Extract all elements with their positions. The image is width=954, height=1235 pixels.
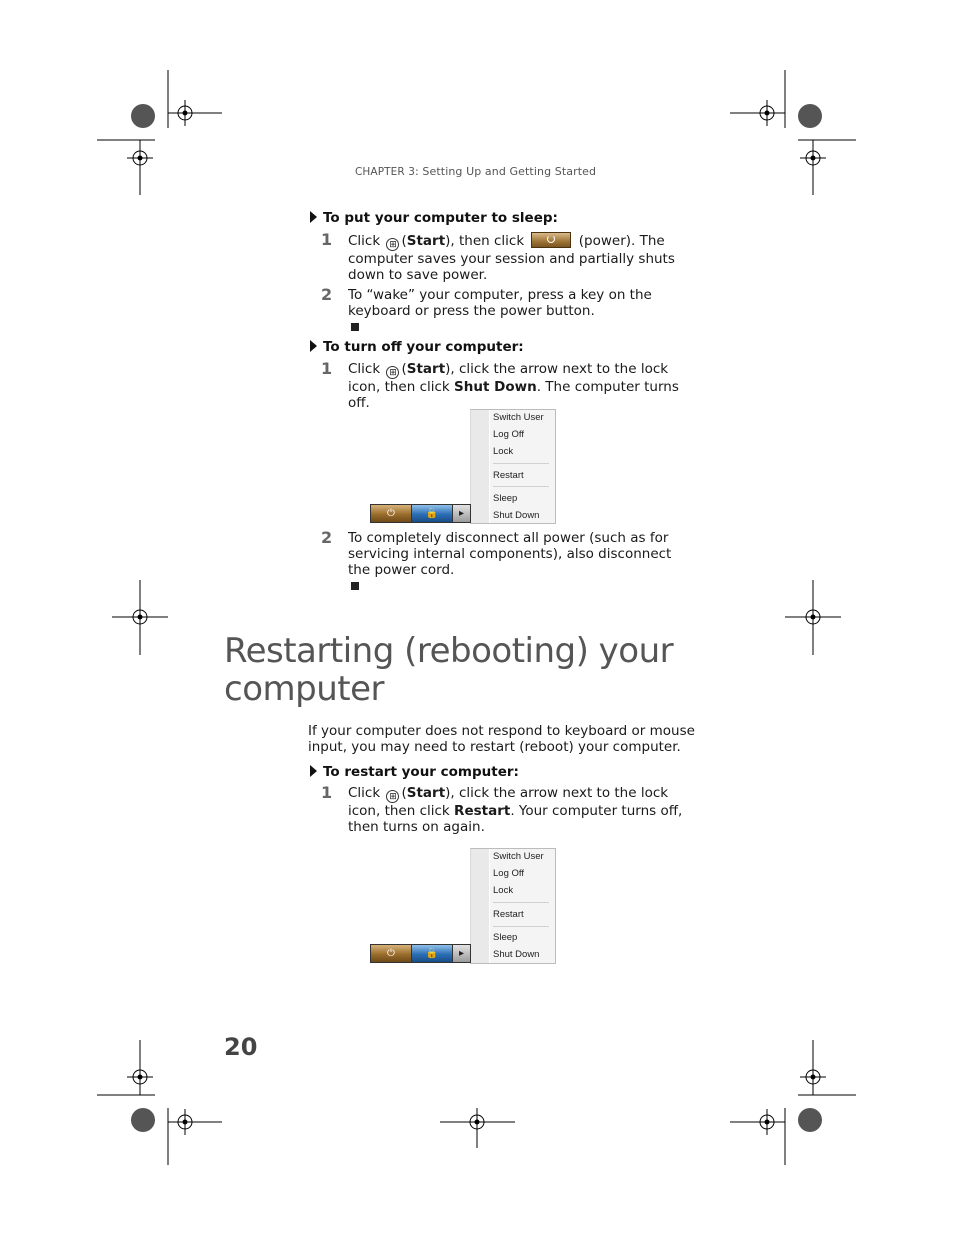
menu-item-log-off[interactable]: Log Off — [493, 868, 524, 879]
restart-procedure-heading — [310, 764, 519, 780]
menu-item-sleep[interactable]: Sleep — [493, 932, 518, 943]
end-of-procedure-icon — [351, 582, 359, 590]
step-number: 1 — [321, 783, 333, 802]
power-options-arrow[interactable] — [452, 504, 471, 523]
title-line-2: computer — [224, 669, 384, 709]
step-text: . The computer turns off. — [348, 379, 679, 411]
step-text: (power). The computer saves your session and partially shuts down to save power. — [348, 233, 675, 283]
step-number: 2 — [321, 285, 333, 304]
windows-start-icon: ⊞ — [386, 366, 399, 379]
windows-start-icon: ⊞ — [386, 790, 399, 803]
section-title — [224, 632, 673, 708]
title-line-1: Restarting (rebooting) your — [224, 631, 674, 671]
step-number: 1 — [321, 359, 333, 378]
shut-down-label: Shut Down — [454, 379, 537, 395]
lock-button[interactable] — [411, 504, 453, 523]
menu-item-restart[interactable]: Restart — [493, 909, 524, 920]
menu-item-switch-user[interactable]: Switch User — [493, 851, 544, 862]
turnoff-procedure-heading — [310, 339, 524, 355]
lock-button[interactable] — [411, 944, 453, 963]
step-number: 1 — [321, 230, 333, 249]
step-text: Click — [348, 233, 381, 249]
page-number: 20 — [224, 1033, 258, 1061]
turnoff-heading-text: To turn off your computer: — [323, 339, 524, 355]
start-label: Start — [406, 361, 446, 377]
chapter-title: : Setting Up and Getting Started — [415, 165, 597, 178]
menu-item-shut-down[interactable]: Shut Down — [493, 510, 540, 521]
windows-start-icon: ⊞ — [386, 238, 399, 251]
sleep-heading-text: To put your computer to sleep: — [323, 210, 558, 226]
step-text: ), click the arrow next to the lock icon, then click — [348, 361, 669, 395]
menu-item-restart[interactable]: Restart — [493, 470, 524, 481]
menu-item-lock[interactable]: Lock — [493, 885, 514, 896]
power-options-menu — [470, 409, 556, 524]
menu-item-switch-user[interactable]: Switch User — [493, 412, 544, 423]
step-text: . Your computer turns off, then turns on again. — [348, 803, 683, 835]
triangle-bullet-icon — [310, 340, 317, 352]
start-label: Start — [406, 233, 446, 249]
restart-heading-text: To restart your computer: — [323, 764, 519, 780]
shutdown-menu-screenshot — [370, 409, 556, 524]
turnoff-step-2: To completely disconnect all power (such as for servicing internal components), also disconnect the power cord. — [348, 530, 672, 578]
restart-intro: If your computer does not respond to keyboard or mouse input, you may need to restart (reboot) your computer. — [308, 723, 695, 755]
sleep-step-1: Click ⊞ (Start), then click (power). The computer saves your session and partially shuts down to save power. — [348, 233, 675, 283]
menu-item-lock[interactable]: Lock — [493, 446, 514, 457]
power-button[interactable] — [370, 504, 412, 523]
turnoff-step-1: Click ⊞ (Start), click the arrow next to the lock icon, then click Shut Down. The computer turns off. — [348, 361, 679, 411]
power-icon: ⏻ — [387, 508, 395, 519]
power-button[interactable] — [370, 944, 412, 963]
restart-label: Restart — [454, 803, 511, 819]
power-button-icon — [531, 232, 571, 248]
step-text: ), click the arrow next to the lock icon, then click — [348, 785, 669, 819]
restart-step-1: Click ⊞ (Start), click the arrow next to the lock icon, then click Restart. Your computer turns off, then turns on again. — [348, 785, 683, 835]
arrow-right-icon: ▸ — [458, 508, 465, 519]
power-options-arrow[interactable] — [452, 944, 471, 963]
sleep-procedure-heading — [310, 210, 558, 226]
step-text: Click — [348, 361, 381, 377]
end-of-procedure-icon — [351, 323, 359, 331]
step-text: ), then click — [445, 233, 525, 249]
sleep-step-2: To “wake” your computer, press a key on the keyboard or press the power button. — [348, 287, 652, 319]
running-header — [355, 165, 596, 178]
lock-icon: 🔒 — [425, 508, 439, 519]
step-number: 2 — [321, 528, 333, 547]
triangle-bullet-icon — [310, 211, 317, 223]
power-options-menu — [470, 848, 556, 964]
menu-item-shut-down[interactable]: Shut Down — [493, 949, 540, 960]
start-label: Start — [406, 785, 446, 801]
step-text: Click — [348, 785, 381, 801]
arrow-right-icon: ▸ — [458, 948, 465, 959]
chapter-label: CHAPTER 3 — [355, 166, 416, 178]
menu-item-log-off[interactable]: Log Off — [493, 429, 524, 440]
menu-item-sleep[interactable]: Sleep — [493, 493, 518, 504]
power-icon: ⏻ — [387, 948, 395, 959]
lock-icon: 🔒 — [425, 948, 439, 959]
triangle-bullet-icon — [310, 765, 317, 777]
restart-menu-screenshot — [370, 848, 556, 964]
